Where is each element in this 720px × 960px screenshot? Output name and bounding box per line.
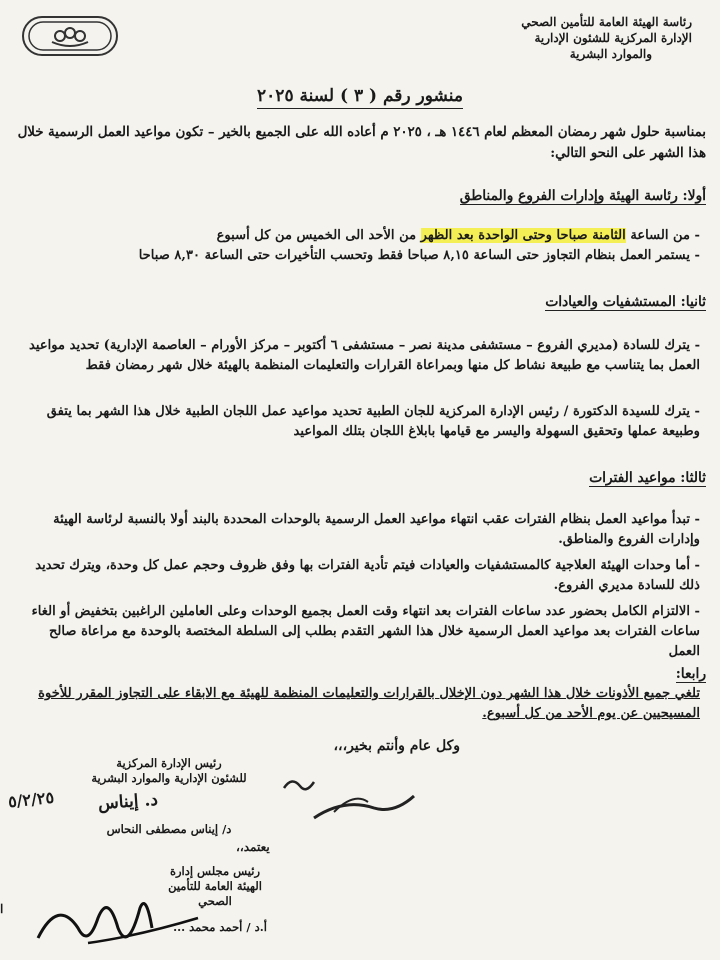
section-fourth-heading: رابعا: <box>675 666 706 682</box>
organization-header <box>482 14 692 62</box>
section-second-bullet-2: - يترك للسيدة الدكتورة / رئيس الإدارة المركزية للجان الطبية تحديد مواعيد عمل اللجان الطبية خلال هذا الشهر بما يتفق وطبيعة عملها وتحقيق السهولة واليسر مع قيامها بابلاغ اللجان بتلك المواعيد <box>46 404 700 439</box>
signatory-1-title <box>84 756 254 786</box>
org-line-2: الإدارة المركزية للشئون الإدارية <box>534 31 692 45</box>
intro-paragraph: بمناسبة حلول شهر رمضان المعظم لعام ١٤٤٦ هـ ، ٢٠٢٥ م أعاده الله على الجميع بالخير – تكون مواعيد العمل الرسمية خلال هذا الشهر على النحو التالي: <box>17 125 706 161</box>
signatory-1-line-2: للشئون الإدارية والموارد البشرية <box>91 771 247 785</box>
section-fourth-text: تلغي جميع الأذونات خلال هذا الشهر دون الإخلال بالقرارات والتعليمات المنظمة للهيئة مع الابقاء على التجاوز المقرر للأخوة المسيحيين عن يوم الأحد من كل أسبوع. <box>38 686 700 721</box>
org-line-1: رئاسة الهيئة العامة للتأمين الصحي <box>521 15 692 29</box>
section-third-heading: ثالثا: مواعيد الفترات <box>589 470 706 486</box>
section-third-bullet-3: - الالتزام الكامل بحضور عدد ساعات الفترات بعد انتهاء وقت العمل بجميع الوحدات وعلى العاملين الراغبين بتخفيض أو الغاء ساعات الفترات بعد مواعيد العمل الرسمية خلال هذا الشهر التقدم بطلب إلى السلطة المختصة بالوحدة مع مراعاة صالح العمل <box>31 604 700 659</box>
org-line-3: والموارد البشرية <box>569 47 652 61</box>
signatory-2-name: أ.د / أحمد محمد ... <box>173 920 267 934</box>
section-third-bullet-2: - أما وحدات الهيئة العلاجية كالمستشفيات والعيادات فيتم تأدية الفترات بها وفق ظروف وحجم عمل كل وحدة، ويترك تحديد ذلك للسادة مديري الفروع. <box>35 558 700 593</box>
signatory-1-line-1: رئيس الإدارة المركزية <box>116 756 222 770</box>
signatory-1-handwritten: د. إيناس <box>97 789 159 815</box>
highlighted-hours: الثامنة صباحا وحتى الواحدة بعد الظهر <box>420 228 626 243</box>
organization-logo <box>22 16 118 56</box>
section-third-bullet-1: - تبدأ مواعيد العمل بنظام الفترات عقب انتهاء مواعيد العمل الرسمية بالوحدات المحددة بالبند أولا بالنسبة لرئاسة الهيئة وإدارات الفروع والمناطق. <box>53 512 700 547</box>
signatory-1-name: د/ إيناس مصطفى النحاس <box>106 822 232 836</box>
signature-2-graphic <box>28 888 218 958</box>
signatory-2-line-2: الهيئة العامة للتأمين الصحي <box>168 879 262 908</box>
closing-greeting: وكل عام وأنتم بخير،،، <box>333 738 460 754</box>
section-first-bullet-1: - من الساعة الثامنة صباحا وحتى الواحدة بعد الظهر من الأحد الى الخميس من كل أسبوع <box>216 228 700 243</box>
signature-1-graphic <box>264 768 424 828</box>
section-first-heading: أولا: رئاسة الهيئة وإدارات الفروع والمناطق <box>459 188 706 204</box>
handwritten-date: ٥/٢/٢٥ <box>7 787 55 812</box>
approval-label: يعتمد،، <box>236 840 270 854</box>
section-second-bullet-1: - يترك للسادة (مديري الفروع – مستشفى مدينة نصر – مستشفى ٦ أكتوبر – مركز الأورام – العاصمة الإدارية) تحديد مواعيد العمل بما يتناسب مع طبيعة نشاط كل منها وبمراعاة القرارات والتعليمات المنظمة بالهيئة خلال شهر رمضان فقط <box>29 338 700 373</box>
circular-title: منشور رقم ( ٣ ) لسنة ٢٠٢٥ <box>0 86 720 106</box>
stamp-fragment: ا <box>0 902 4 916</box>
signatory-2-line-1: رئيس مجلس إدارة <box>169 864 261 878</box>
section-first-bullet-2: - يستمر العمل بنظام التجاوز حتى الساعة ٨,١٥ صباحا فقط وتحسب التأخيرات حتى الساعة ٨,٣٠ صباحا <box>138 248 700 263</box>
section-second-heading: ثانيا: المستشفيات والعيادات <box>545 294 706 310</box>
